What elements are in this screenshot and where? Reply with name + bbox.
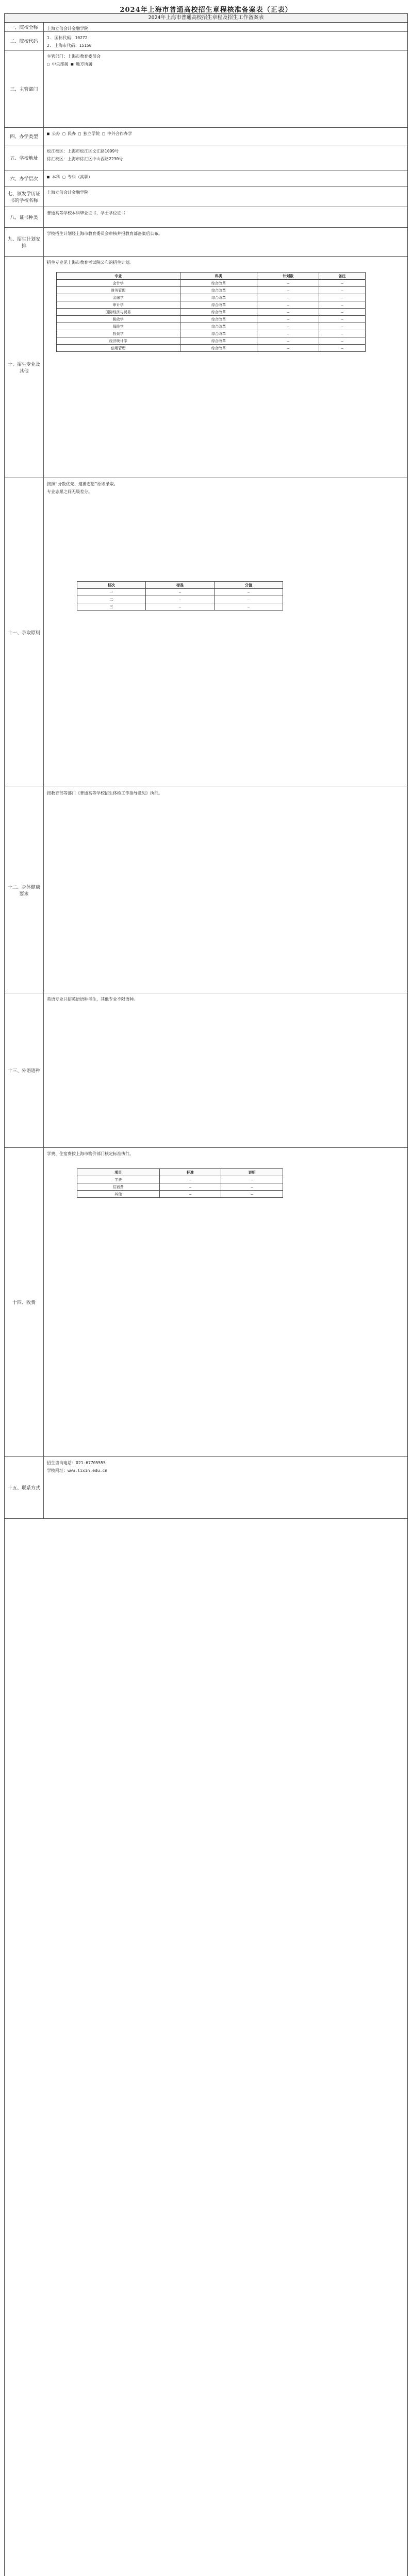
plan-table-header: 科类 (180, 273, 257, 280)
fee-table-cell: 住宿费 (77, 1183, 160, 1191)
plan-table-cell: 经济统计学 (57, 337, 180, 345)
plan-table-cell: — (257, 330, 319, 337)
admission-text (47, 480, 404, 496)
plan-table-cell: — (319, 323, 366, 330)
cert-school: 上海立信会计金融学院 (47, 190, 88, 195)
score-table-cell: — (146, 596, 215, 603)
plan-table-header: 计划数 (257, 273, 319, 280)
label-type: 四、办学类型 (5, 128, 44, 145)
plan-table-cell: 会计学 (57, 280, 180, 287)
plan-table-row (57, 280, 366, 287)
health-text: 按教育部等部门《普通高等学校招生体检工作指导意见》执行。 (47, 791, 162, 795)
plan-table-cell: 综合改革 (180, 280, 257, 287)
fee-table-row (77, 1191, 283, 1198)
plan-table-cell: — (257, 294, 319, 301)
fee-table-row (77, 1183, 283, 1191)
row-authority (5, 50, 407, 128)
plan-table-cell: — (257, 316, 319, 323)
score-table-header: 分值 (215, 582, 283, 589)
row-cert-school (5, 187, 407, 207)
plan-table-cell: — (257, 345, 319, 352)
code-line: 2. 上海市代码：15150 (47, 43, 92, 48)
row-school-name (5, 23, 407, 32)
plan-table (56, 272, 366, 352)
plan-table-cell: 综合改革 (180, 287, 257, 294)
label-language: 十三、外语语种 (5, 993, 44, 1147)
score-table-header: 标准 (146, 582, 215, 589)
plan-table-cell: — (319, 337, 366, 345)
plan-text: 学校招生计划经上海市教育委员会审核并报教育部备案后公布。 (47, 231, 162, 236)
row-address (5, 145, 407, 171)
plan-table-row (57, 345, 366, 352)
label-cert-school: 七、颁发学历证书的学校名称 (5, 187, 44, 207)
label-contact: 十五、联系方式 (5, 1457, 44, 1518)
codes (47, 34, 404, 49)
row-admission (5, 478, 407, 787)
row-majors (5, 257, 407, 478)
score-table-cell: — (215, 589, 283, 596)
fee-table-header: 标准 (159, 1169, 221, 1176)
type: ■ 公办 □ 民办 □ 独立学院 □ 中外合作办学 (47, 131, 132, 136)
label-address: 五、学校地址 (5, 145, 44, 171)
plan-table-row (57, 301, 366, 309)
plan-table-cell: 信用管理 (57, 345, 180, 352)
row-cert-type (5, 207, 407, 228)
plan-table-cell: — (257, 280, 319, 287)
plan-table-cell: 保险学 (57, 323, 180, 330)
address-line: 徐汇校区：上海市徐汇区中山西路2230号 (47, 157, 123, 161)
plan-table-row (57, 337, 366, 345)
cert-type: 普通高等学校本科毕业证书，学士学位证书 (47, 211, 125, 215)
authority-line: □ 中央部属 ■ 地方所属 (47, 62, 93, 66)
plan-table-row (57, 330, 366, 337)
row-health (5, 787, 407, 993)
label-authority: 三、主管部门 (5, 50, 44, 127)
authority (47, 53, 404, 68)
fee-table (77, 1168, 283, 1198)
fee-table-row (77, 1176, 283, 1183)
score-table-cell: 一 (77, 589, 146, 596)
plan-table-cell: 综合改革 (180, 294, 257, 301)
label-cert-type: 八、证书种类 (5, 207, 44, 227)
score-table-cell: 二 (77, 596, 146, 603)
plan-table-cell: 税收学 (57, 316, 180, 323)
contact-line: 学校网址：www.lixin.edu.cn (47, 1468, 108, 1473)
majors-text: 招生专业见上海市教育考试院公布的招生计划。 (47, 260, 134, 265)
plan-table-row (57, 323, 366, 330)
label-school-name: 一、院校全称 (5, 23, 44, 31)
plan-table-cell: — (257, 337, 319, 345)
fee-table-cell: — (221, 1183, 283, 1191)
plan-table-cell: — (319, 294, 366, 301)
fee-table-cell: — (221, 1191, 283, 1198)
plan-table-cell: 国际经济与贸易 (57, 309, 180, 316)
plan-table-cell: — (319, 345, 366, 352)
plan-table-cell: 综合改革 (180, 330, 257, 337)
address-line: 松江校区：上海市松江区文汇路1099号 (47, 149, 119, 154)
plan-table-cell: 审计学 (57, 301, 180, 309)
score-table-cell: 三 (77, 603, 146, 611)
score-table-row (77, 603, 283, 611)
plan-table-cell: — (257, 287, 319, 294)
plan-table-cell: — (319, 301, 366, 309)
plan-table-row (57, 294, 366, 301)
authority-line: 主管部门：上海市教育委员会 (47, 54, 101, 59)
plan-table-cell: — (257, 301, 319, 309)
label-health: 十二、身体健康要求 (5, 787, 44, 993)
score-table-cell: — (146, 603, 215, 611)
label-fees: 十四、收费 (5, 1148, 44, 1456)
plan-table-row (57, 316, 366, 323)
score-table-cell: — (215, 603, 283, 611)
fees-text: 学费、住宿费按上海市物价部门核定标准执行。 (47, 1151, 134, 1156)
row-contact (5, 1457, 407, 1519)
plan-table-cell: 综合改革 (180, 316, 257, 323)
plan-table-cell: — (257, 309, 319, 316)
row-codes (5, 32, 407, 50)
admission-line: 专业志愿之间无级差分。 (47, 489, 92, 494)
plan-table-cell: — (319, 280, 366, 287)
score-table-row (77, 596, 283, 603)
label-level: 六、办学层次 (5, 171, 44, 186)
plan-table-cell: 综合改革 (180, 323, 257, 330)
fee-table-cell: — (159, 1191, 221, 1198)
plan-table-cell: 金融学 (57, 294, 180, 301)
fee-table-header: 说明 (221, 1169, 283, 1176)
plan-table-cell: — (319, 287, 366, 294)
plan-table-cell: 综合改革 (180, 301, 257, 309)
label-admission: 十一、录取原则 (5, 478, 44, 787)
fee-table-cell: — (221, 1176, 283, 1183)
plan-table-cell: — (319, 316, 366, 323)
address (47, 147, 404, 163)
plan-table-cell: 财务管理 (57, 287, 180, 294)
school-name: 上海立信会计金融学院 (47, 26, 88, 31)
plan-table-cell: — (319, 309, 366, 316)
label-majors: 十、招生专业及其他 (5, 257, 44, 478)
fee-table-cell: 其他 (77, 1191, 160, 1198)
code-line: 1. 国标代码：10272 (47, 36, 88, 40)
score-table-cell: — (146, 589, 215, 596)
page-title: 2024年上海市普通高校招生章程核准备案表（正表） (120, 6, 292, 14)
row-language (5, 993, 407, 1148)
row-fees (5, 1148, 407, 1457)
plan-table-cell: 综合改革 (180, 345, 257, 352)
fee-table-header: 项目 (77, 1169, 160, 1176)
form-header: 2024年上海市普通高校招生章程及招生工作备案表 (5, 14, 407, 23)
fee-table-cell: — (159, 1176, 221, 1183)
plan-table-cell: — (319, 330, 366, 337)
fee-table-cell: — (159, 1183, 221, 1191)
admission-line: 按照"分数优先、遵循志愿"原则录取。 (47, 482, 118, 486)
score-table-header: 档次 (77, 582, 146, 589)
plan-table-cell: — (257, 323, 319, 330)
plan-table-header: 备注 (319, 273, 366, 280)
score-table (77, 581, 283, 611)
plan-table-header: 专业 (57, 273, 180, 280)
plan-table-row (57, 309, 366, 316)
plan-table-cell: 综合改革 (180, 337, 257, 345)
row-plan (5, 228, 407, 257)
contact-line: 招生咨询电话：021-67705555 (47, 1461, 106, 1465)
filing-form (4, 13, 408, 2576)
plan-table-cell: 综合改革 (180, 309, 257, 316)
fee-table-cell: 学费 (77, 1176, 160, 1183)
plan-table-cell: 投资学 (57, 330, 180, 337)
row-level (5, 171, 407, 187)
label-codes: 二、院校代码 (5, 32, 44, 50)
score-table-cell: — (215, 596, 283, 603)
row-type (5, 128, 407, 145)
plan-table-row (57, 287, 366, 294)
level: ■ 本科 □ 专科（高职） (47, 175, 93, 179)
score-table-row (77, 589, 283, 596)
label-plan: 九、招生计划安排 (5, 228, 44, 256)
contact-text (47, 1459, 404, 1475)
language-text: 英语专业只招英语语种考生，其他专业不限语种。 (47, 997, 138, 1002)
